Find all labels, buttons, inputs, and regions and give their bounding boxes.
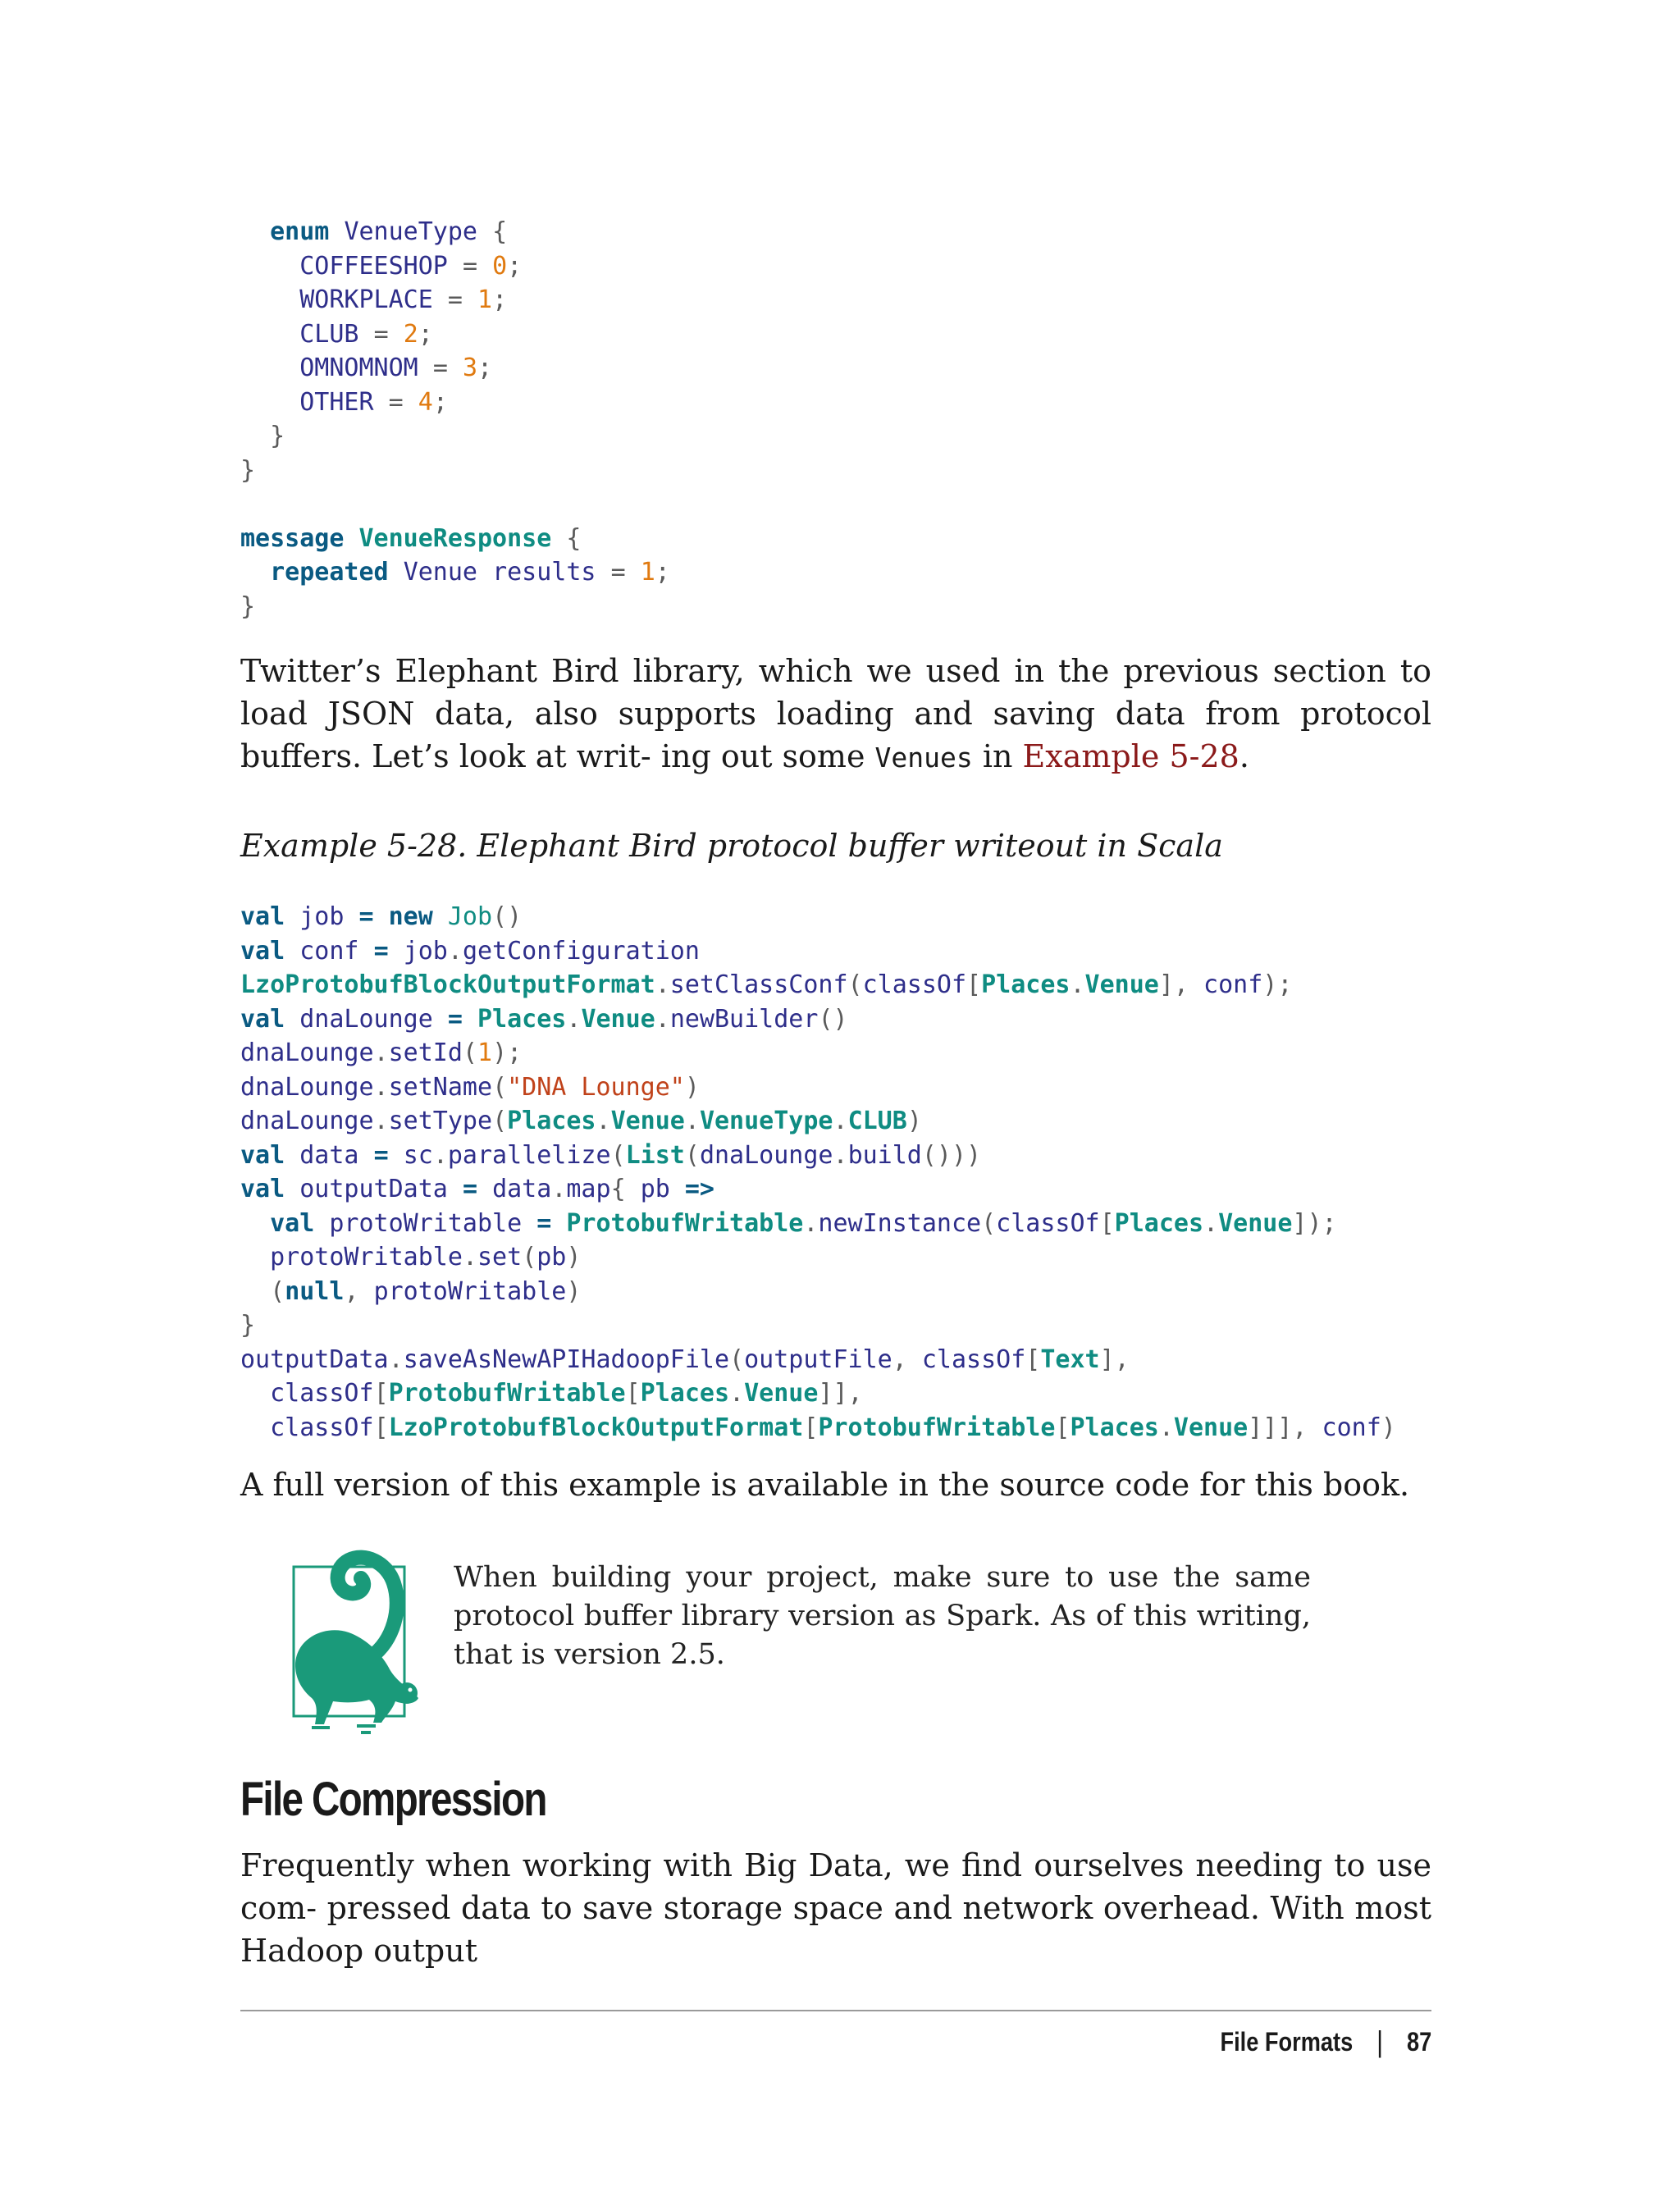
section-heading: File Compression [240, 1773, 546, 1826]
code-line: } [240, 1311, 256, 1340]
code-line: (null, protoWritable) [270, 1276, 582, 1306]
inline-code: Venues [874, 742, 973, 774]
footer-separator: | [1376, 2025, 1383, 2058]
code-line: val conf = job.getConfiguration [240, 936, 700, 966]
code-line: } [240, 591, 256, 621]
code-line: dnaLounge.setName("DNA Lounge") [240, 1072, 700, 1102]
code-line: WORKPLACE = 1; [299, 285, 508, 314]
code-line: val protoWritable = ProtobufWritable.newInstance(classOf[Places.Venue]); [270, 1208, 1337, 1238]
code-line: dnaLounge.setType(Places.Venue.VenueType.CLUB) [240, 1107, 922, 1135]
code-line: val data = sc.parallelize(List(dnaLounge.build())) [240, 1140, 982, 1170]
footer-divider [240, 2010, 1431, 2011]
body-paragraph [240, 650, 1431, 779]
paragraph-text: Twitter’s Elephant Bird library, which we used in the previous section to load JSON data, also supports loading and saving data from protocol buffers. Let’s look at writ- ing out some [240, 653, 1431, 774]
code-line: val outputData = data.map{ pb => [240, 1175, 714, 1203]
page-number: 87 [1406, 2026, 1431, 2057]
body-paragraph: Frequently when working with Big Data, we find ourselves needing to use com- pressed data to save storage space and network overhead. With most Hadoop output [240, 1847, 1431, 1969]
note-text: When building your project, make sure to use the same protocol buffer library version as Spark. As of this writing, that is version 2.5. [454, 1561, 1311, 1671]
body-paragraph: A full version of this example is available in the source code for this book. [240, 1467, 1410, 1503]
code-line: classOf[ProtobufWritable[Places.Venue]], [270, 1379, 863, 1408]
example-caption: Example 5-28. Elephant Bird protocol buffer writeout in Scala [240, 828, 1223, 864]
code-line: } [240, 455, 256, 485]
code-line: OMNOMNOM = 3; [299, 354, 493, 382]
code-line: val job = new Job() [240, 902, 523, 931]
example-cross-reference-link[interactable]: Example 5-28 [1022, 738, 1239, 774]
code-line: dnaLounge.setId(1); [240, 1039, 523, 1067]
code-line: classOf[LzoProtobufBlockOutputFormat[ProtobufWritable[Places.Venue]]], conf) [270, 1413, 1396, 1442]
code-line: LzoProtobufBlockOutputFormat.setClassConf(classOf[Places.Venue], conf); [240, 970, 1293, 999]
code-line: } [270, 422, 285, 450]
footer-section-title: File Formats [1220, 2026, 1353, 2057]
code-line: protoWritable.set(pb) [270, 1243, 582, 1271]
code-line: COFFEESHOP = 0; [299, 251, 523, 281]
code-line: message VenueResponse { [240, 523, 582, 553]
code-line: val dnaLounge = Places.Venue.newBuilder() [240, 1004, 848, 1034]
code-line: outputData.saveAsNewAPIHadoopFile(outputFile, classOf[Text], [240, 1344, 1130, 1374]
code-line: enum VenueType { [270, 217, 508, 246]
code-block-proto [240, 215, 670, 623]
code-line [240, 487, 670, 522]
page-footer [1220, 2025, 1431, 2059]
paragraph-text: in [972, 738, 1023, 774]
paragraph-text: . [1239, 738, 1249, 774]
code-line: OTHER = 4; [299, 387, 448, 417]
code-line: CLUB = 2; [299, 319, 433, 349]
code-block-scala [240, 900, 1396, 1445]
code-line: repeated Venue results = 1; [270, 558, 670, 587]
lemur-icon [279, 1542, 427, 1743]
